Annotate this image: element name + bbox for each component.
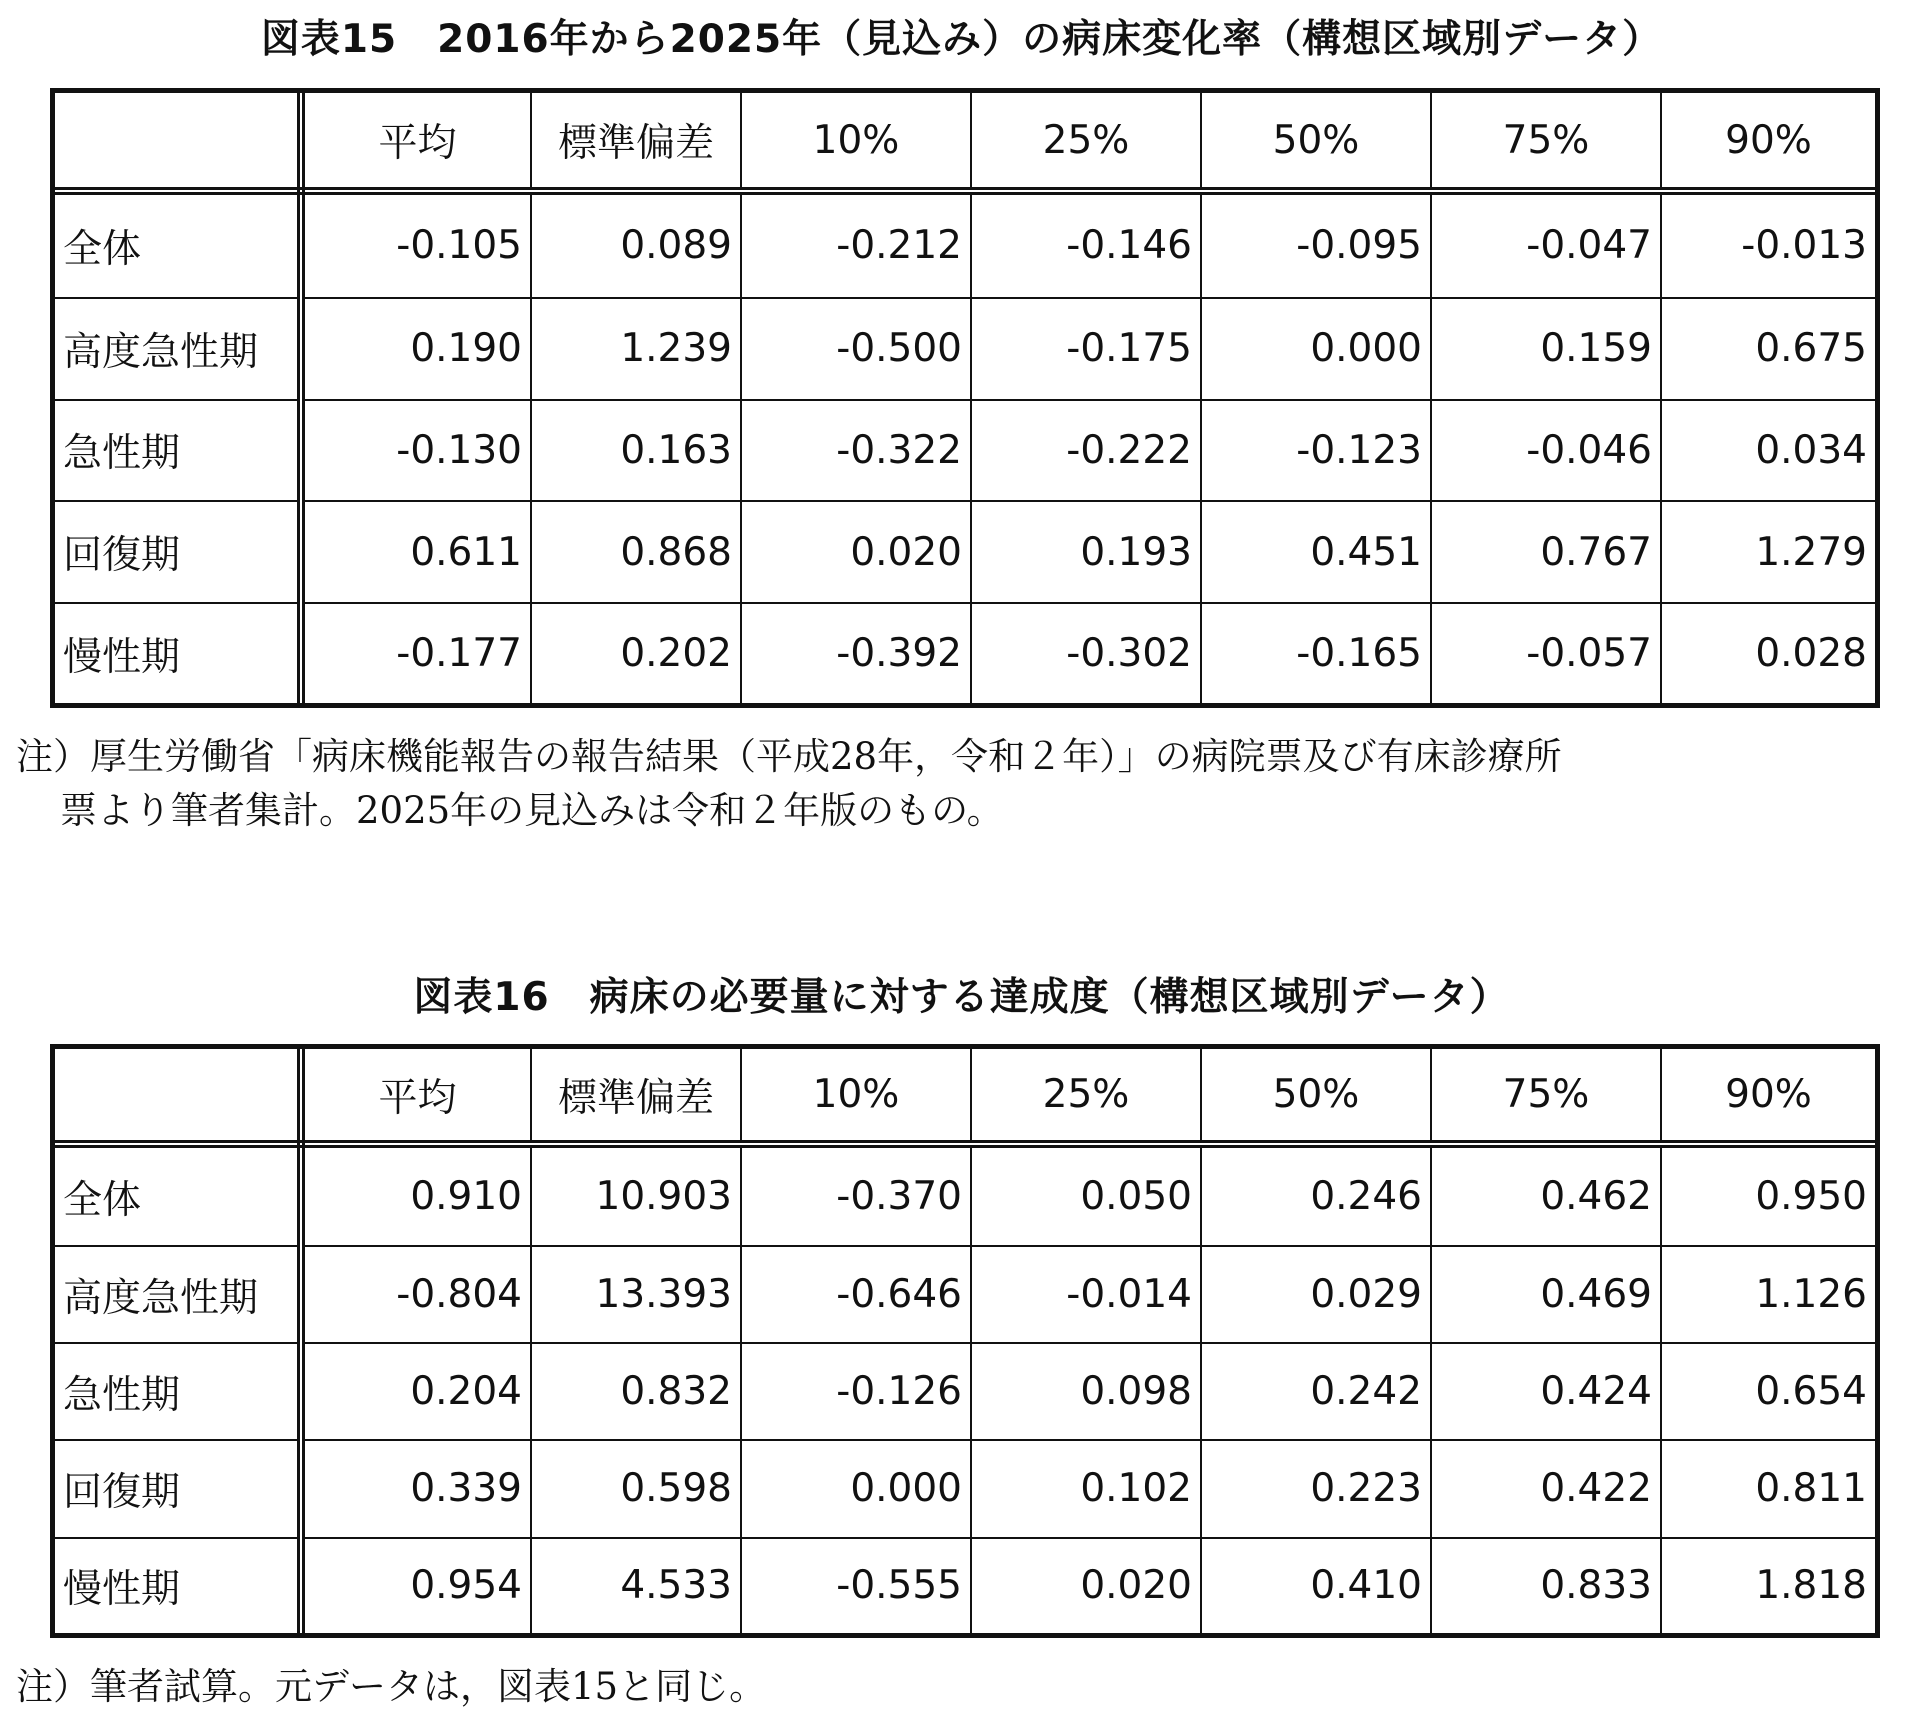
cell-p50: 0.246 xyxy=(1201,1144,1431,1246)
table16-col-p50: 50% xyxy=(1201,1049,1431,1144)
table15-col-sd: 標準偏差 xyxy=(531,93,741,191)
table-row xyxy=(55,298,1875,400)
cell-mean: 0.339 xyxy=(301,1440,531,1537)
cell-p75: 0.422 xyxy=(1431,1440,1661,1537)
table15-title: 図表15 2016年から2025年（見込み）の病床変化率（構想区域別データ） xyxy=(260,17,1663,62)
cell-p50: 0.242 xyxy=(1201,1343,1431,1440)
table-row xyxy=(55,1144,1875,1246)
row-label: 回復期 xyxy=(55,1440,301,1537)
row-label: 回復期 xyxy=(55,501,301,603)
cell-p50: -0.123 xyxy=(1201,400,1431,502)
cell-p25: -0.302 xyxy=(971,603,1201,703)
table15-col-p90: 90% xyxy=(1661,93,1875,191)
cell-p10: -0.370 xyxy=(741,1144,971,1246)
cell-p25: 0.098 xyxy=(971,1343,1201,1440)
cell-p75: 0.424 xyxy=(1431,1343,1661,1440)
cell-p25: -0.222 xyxy=(971,400,1201,502)
table-row xyxy=(55,191,1875,298)
table15-grid xyxy=(55,93,1875,703)
cell-mean: -0.130 xyxy=(301,400,531,502)
cell-p90: 1.818 xyxy=(1661,1538,1875,1633)
cell-p10: -0.126 xyxy=(741,1343,971,1440)
cell-p50: -0.165 xyxy=(1201,603,1431,703)
cell-p75: -0.046 xyxy=(1431,400,1661,502)
table-row xyxy=(55,1246,1875,1343)
table16 xyxy=(50,1044,1880,1638)
cell-p25: 0.020 xyxy=(971,1538,1201,1633)
cell-p25: -0.014 xyxy=(971,1246,1201,1343)
table16-col-p25: 25% xyxy=(971,1049,1201,1144)
table16-note xyxy=(16,1660,1911,1714)
cell-p90: 0.675 xyxy=(1661,298,1875,400)
cell-sd: 0.868 xyxy=(531,501,741,603)
cell-p90: 0.034 xyxy=(1661,400,1875,502)
row-label: 高度急性期 xyxy=(55,298,301,400)
cell-sd: 0.089 xyxy=(531,191,741,298)
cell-sd: 10.903 xyxy=(531,1144,741,1246)
cell-p10: -0.555 xyxy=(741,1538,971,1633)
table15 xyxy=(50,88,1880,708)
cell-p75: -0.047 xyxy=(1431,191,1661,298)
cell-p90: 0.654 xyxy=(1661,1343,1875,1440)
cell-p90: 1.279 xyxy=(1661,501,1875,603)
table15-header-row xyxy=(55,93,1875,191)
cell-p90: -0.013 xyxy=(1661,191,1875,298)
row-label: 高度急性期 xyxy=(55,1246,301,1343)
cell-p75: -0.057 xyxy=(1431,603,1661,703)
row-label: 慢性期 xyxy=(55,603,301,703)
table15-col-p75: 75% xyxy=(1431,93,1661,191)
row-label: 慢性期 xyxy=(55,1538,301,1633)
cell-mean: 0.611 xyxy=(301,501,531,603)
cell-sd: 4.533 xyxy=(531,1538,741,1633)
cell-p75: 0.469 xyxy=(1431,1246,1661,1343)
table15-note-line2: 票より筆者集計。2025年の見込みは令和２年版のもの。 xyxy=(60,789,1004,832)
cell-mean: 0.910 xyxy=(301,1144,531,1246)
cell-p75: 0.462 xyxy=(1431,1144,1661,1246)
cell-p25: -0.146 xyxy=(971,191,1201,298)
cell-p75: 0.833 xyxy=(1431,1538,1661,1633)
row-label: 全体 xyxy=(55,1144,301,1246)
cell-p50: 0.451 xyxy=(1201,501,1431,603)
cell-p75: 0.159 xyxy=(1431,298,1661,400)
cell-mean: -0.105 xyxy=(301,191,531,298)
cell-sd: 0.202 xyxy=(531,603,741,703)
cell-p25: -0.175 xyxy=(971,298,1201,400)
cell-p10: -0.646 xyxy=(741,1246,971,1343)
row-label: 全体 xyxy=(55,191,301,298)
table-row xyxy=(55,501,1875,603)
cell-mean: 0.190 xyxy=(301,298,531,400)
cell-p90: 0.811 xyxy=(1661,1440,1875,1537)
table16-header-row xyxy=(55,1049,1875,1144)
cell-p50: 0.029 xyxy=(1201,1246,1431,1343)
cell-mean: -0.177 xyxy=(301,603,531,703)
table16-note-line1: 注）筆者試算。元データは，図表15と同じ。 xyxy=(16,1665,767,1708)
cell-p50: -0.095 xyxy=(1201,191,1431,298)
cell-p10: 0.000 xyxy=(741,1440,971,1537)
table15-col-mean: 平均 xyxy=(301,93,531,191)
table15-corner-cell xyxy=(55,93,301,191)
cell-p90: 0.028 xyxy=(1661,603,1875,703)
table-row xyxy=(55,1343,1875,1440)
row-label: 急性期 xyxy=(55,1343,301,1440)
cell-sd: 0.598 xyxy=(531,1440,741,1537)
table16-col-p10: 10% xyxy=(741,1049,971,1144)
cell-sd: 1.239 xyxy=(531,298,741,400)
cell-p50: 0.000 xyxy=(1201,298,1431,400)
row-label: 急性期 xyxy=(55,400,301,502)
table16-col-sd: 標準偏差 xyxy=(531,1049,741,1144)
cell-p50: 0.410 xyxy=(1201,1538,1431,1633)
cell-sd: 0.163 xyxy=(531,400,741,502)
table15-col-p25: 25% xyxy=(971,93,1201,191)
table-row xyxy=(55,1538,1875,1633)
table-row xyxy=(55,1440,1875,1537)
cell-p25: 0.050 xyxy=(971,1144,1201,1246)
table15-note-line1: 注）厚生労働省「病床機能報告の報告結果（平成28年，令和２年）」の病院票及び有床診療所 xyxy=(16,735,1562,778)
table15-note xyxy=(16,730,1911,838)
cell-mean: 0.204 xyxy=(301,1343,531,1440)
table16-col-mean: 平均 xyxy=(301,1049,531,1144)
cell-p10: -0.212 xyxy=(741,191,971,298)
cell-p10: -0.322 xyxy=(741,400,971,502)
cell-sd: 13.393 xyxy=(531,1246,741,1343)
cell-p25: 0.102 xyxy=(971,1440,1201,1537)
cell-mean: 0.954 xyxy=(301,1538,531,1633)
cell-p75: 0.767 xyxy=(1431,501,1661,603)
table-row xyxy=(55,603,1875,703)
cell-p10: -0.500 xyxy=(741,298,971,400)
cell-p90: 1.126 xyxy=(1661,1246,1875,1343)
cell-p10: 0.020 xyxy=(741,501,971,603)
table16-grid xyxy=(55,1049,1875,1633)
table16-col-p75: 75% xyxy=(1431,1049,1661,1144)
table16-col-p90: 90% xyxy=(1661,1049,1875,1144)
table15-col-p10: 10% xyxy=(741,93,971,191)
table15-col-p50: 50% xyxy=(1201,93,1431,191)
cell-p10: -0.392 xyxy=(741,603,971,703)
cell-p50: 0.223 xyxy=(1201,1440,1431,1537)
table16-corner-cell xyxy=(55,1049,301,1144)
table-row xyxy=(55,400,1875,502)
cell-p25: 0.193 xyxy=(971,501,1201,603)
cell-sd: 0.832 xyxy=(531,1343,741,1440)
cell-p90: 0.950 xyxy=(1661,1144,1875,1246)
table16-title: 図表16 病床の必要量に対する達成度（構想区域別データ） xyxy=(413,975,1510,1020)
cell-mean: -0.804 xyxy=(301,1246,531,1343)
